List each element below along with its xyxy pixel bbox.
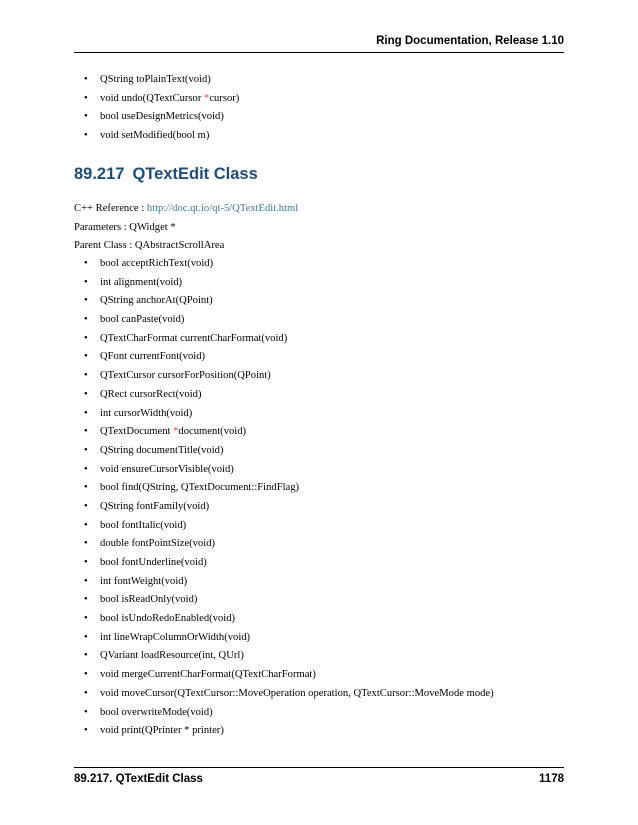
bullet-icon: • [84, 388, 88, 400]
method-text: void mergeCurrentCharFormat(QTextCharFormat) [100, 669, 316, 681]
bullet-icon: • [84, 706, 88, 718]
bullet-icon: • [84, 575, 88, 587]
method-text: bool find(QString, QTextDocument::FindFlag) [100, 482, 300, 494]
page-number: 1178 [539, 773, 564, 785]
method-text: bool useDesignMetrics(void) [100, 111, 224, 123]
method-text: void undo(QTextCursor [100, 92, 205, 104]
bullet-icon: • [84, 407, 88, 419]
method-signature [100, 405, 192, 424]
bullet-icon: • [84, 332, 88, 344]
method-signature [100, 647, 244, 666]
section-title-text: QTextEdit Class [132, 165, 258, 183]
bullet-icon: • [84, 631, 88, 643]
section-number: 89.217 [74, 165, 125, 183]
method-text: QVariant loadResource(int, QUrl) [100, 650, 244, 662]
cpp-reference-line [74, 203, 298, 214]
footer-section-label: 89.217. QTextEdit Class [74, 773, 203, 785]
method-signature [100, 610, 235, 629]
method-text: QString toPlainText(void) [100, 74, 211, 85]
parent-class-line: Parent Class : QAbstractScrollArea [74, 240, 225, 251]
bullet-icon: • [84, 426, 88, 438]
bullet-icon: • [84, 538, 88, 550]
method-text: bool isUndoRedoEnabled(void) [100, 613, 236, 625]
bullet-icon: • [84, 92, 88, 104]
bullet-icon: • [84, 258, 88, 269]
bullet-icon: • [84, 725, 88, 737]
bullet-icon: • [84, 295, 88, 307]
method-signature [100, 461, 234, 480]
header-divider [74, 52, 564, 53]
bullet-icon: • [84, 482, 88, 494]
method-signature [100, 108, 224, 127]
method-text: void ensureCursorVisible(void) [100, 463, 234, 475]
bullet-icon: • [84, 111, 88, 123]
method-signature [100, 292, 213, 311]
method-signature [100, 666, 316, 685]
method-text: int cursorWidth(void) [100, 407, 193, 419]
section-heading [74, 165, 258, 184]
method-text: bool isReadOnly(void) [100, 594, 198, 606]
method-signature [100, 498, 209, 517]
method-text: QFont currentFont(void) [100, 351, 206, 363]
method-signature [100, 573, 187, 592]
method-signature [100, 704, 213, 723]
method-text: QTextDocument [100, 426, 174, 438]
bullet-icon: • [84, 594, 88, 606]
method-text: QTextCursor cursorForPosition(QPoint) [100, 370, 271, 382]
method-signature [100, 535, 215, 554]
bullet-icon: • [84, 613, 88, 625]
bullet-icon: • [84, 370, 88, 382]
bullet-icon: • [84, 314, 88, 326]
method-text: bool canPaste(void) [100, 314, 185, 326]
pointer-star: * [204, 92, 210, 104]
method-text: QString fontFamily(void) [100, 500, 210, 512]
bullet-icon: • [84, 669, 88, 681]
bullet-icon: • [84, 557, 88, 568]
method-signature [100, 554, 207, 573]
method-text: QString anchorAt(QPoint) [100, 295, 213, 307]
method-signature [100, 442, 224, 461]
bullet-icon: • [84, 463, 88, 475]
method-signature [100, 330, 287, 349]
method-text-suffix: document(void) [178, 426, 247, 438]
bullet-icon: • [84, 130, 88, 142]
method-text: bool overwriteMode(void) [100, 706, 213, 718]
method-signature [100, 274, 182, 293]
method-signature [100, 423, 246, 442]
bullet-icon: • [84, 444, 88, 456]
footer-divider [74, 767, 564, 768]
method-signature [100, 629, 250, 648]
method-signature [100, 71, 211, 90]
method-text: void setModified(bool m) [100, 130, 210, 142]
pointer-star: * [173, 426, 179, 438]
method-text: bool fontUnderline(void) [100, 557, 207, 568]
method-signature [100, 722, 224, 741]
cpp-reference-label: C++ Reference : [74, 203, 147, 214]
method-signature [100, 386, 202, 405]
method-text-suffix: cursor) [209, 92, 240, 104]
method-text: bool acceptRichText(void) [100, 258, 214, 269]
method-text: int lineWrapColumnOrWidth(void) [100, 631, 251, 643]
method-signature [100, 255, 213, 274]
bullet-icon: • [84, 650, 88, 662]
bullet-icon: • [84, 74, 88, 85]
bullet-icon: • [84, 519, 88, 531]
bullet-icon: • [84, 687, 88, 699]
method-text: QTextCharFormat currentCharFormat(void) [100, 332, 288, 344]
method-text: void moveCursor(QTextCursor::MoveOperation operation, QTextCursor::MoveMode mode) [100, 687, 494, 699]
method-text: bool fontItalic(void) [100, 519, 187, 531]
method-text: int fontWeight(void) [100, 575, 188, 587]
bullet-icon: • [84, 276, 88, 288]
method-signature [100, 685, 494, 704]
method-text: void print(QPrinter * printer) [100, 725, 224, 737]
method-text: QRect cursorRect(void) [100, 388, 202, 400]
parameters-line: Parameters : QWidget * [74, 222, 176, 233]
bullet-icon: • [84, 351, 88, 363]
cpp-reference-link[interactable]: http://doc.qt.io/qt-5/QTextEdit.html [146, 203, 299, 214]
method-signature [100, 591, 197, 610]
method-signature [100, 517, 186, 536]
method-text: double fontPointSize(void) [100, 538, 216, 550]
method-signature [100, 127, 209, 146]
method-signature [100, 90, 239, 109]
method-text: QString documentTitle(void) [100, 444, 224, 456]
running-header: Ring Documentation, Release 1.10 [376, 35, 564, 47]
method-signature [100, 367, 271, 386]
method-signature [100, 479, 299, 498]
method-signature [100, 311, 184, 330]
bullet-icon: • [84, 500, 88, 512]
method-text: int alignment(void) [100, 276, 183, 288]
method-signature [100, 348, 205, 367]
